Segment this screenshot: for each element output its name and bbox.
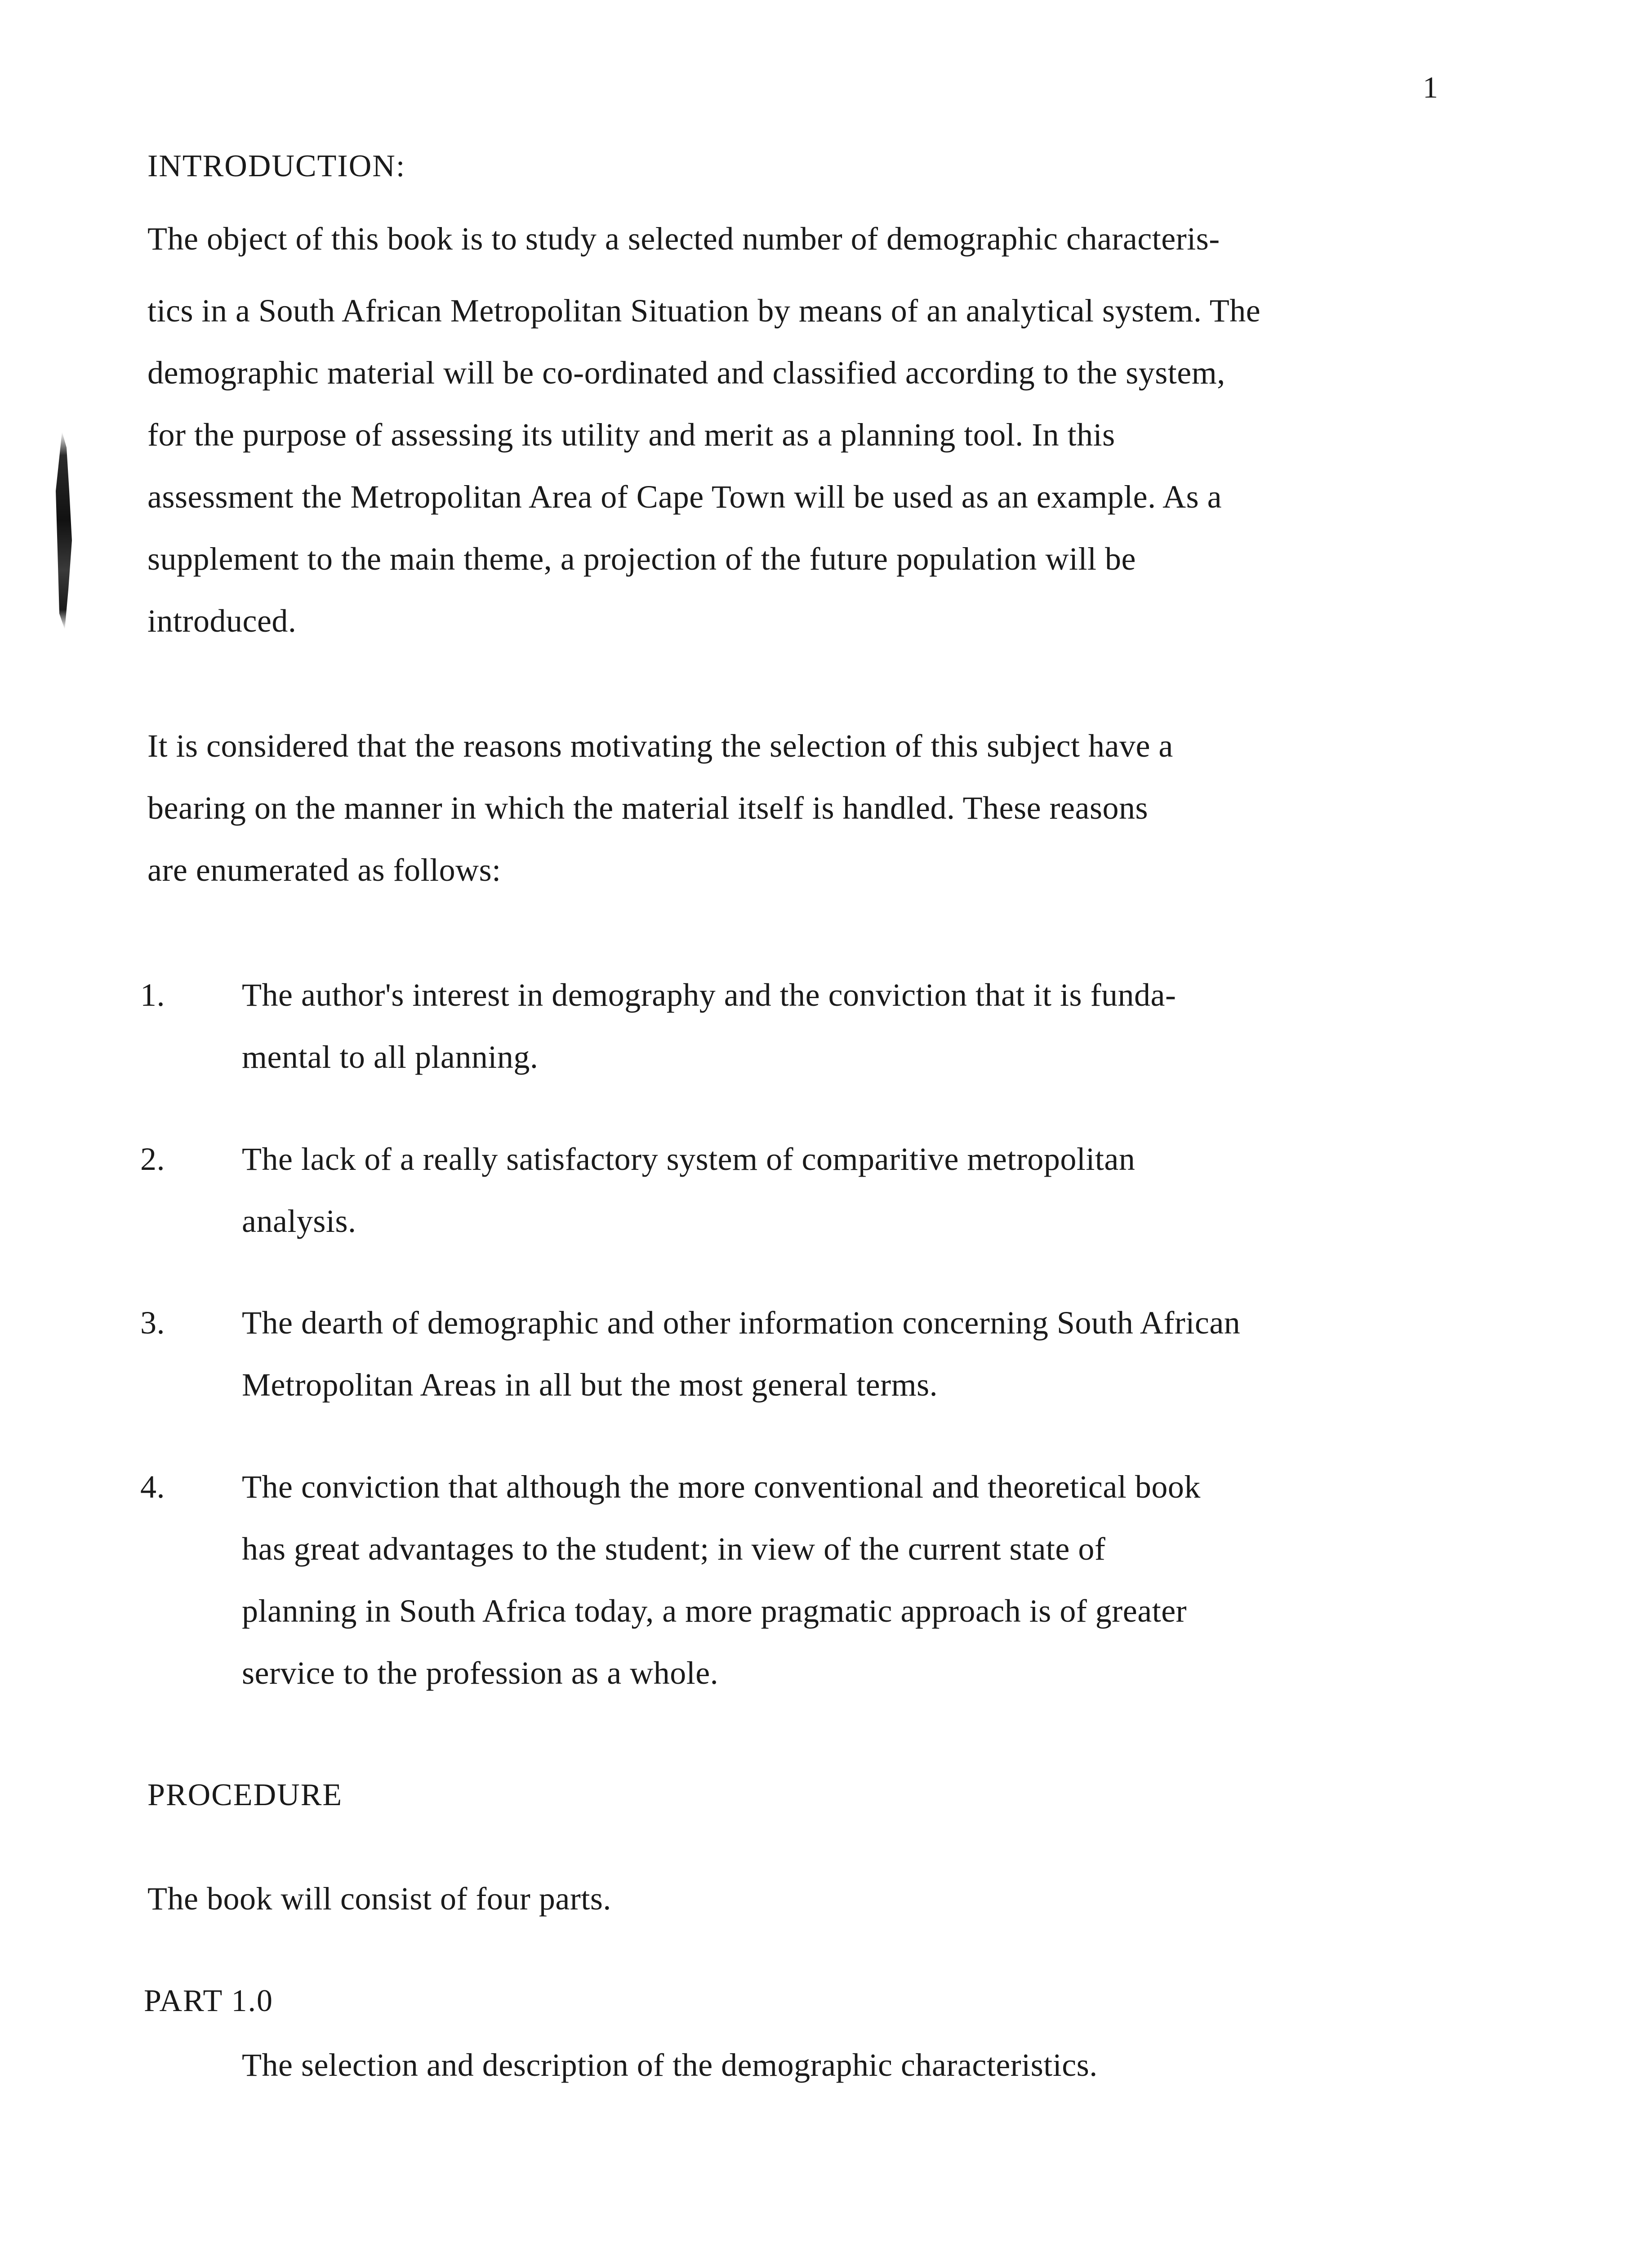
intro-paragraph-2-line-2: bearing on the manner in which the material itself is handled. These reasons	[147, 790, 1148, 826]
procedure-heading: PROCEDURE	[147, 1778, 343, 1812]
reason-2-line-2: analysis.	[242, 1203, 356, 1239]
reason-1-line-1: The author's interest in demography and the conviction that it is funda-	[242, 977, 1176, 1013]
procedure-intro: The book will consist of four parts.	[147, 1881, 611, 1917]
intro-paragraph-2-line-3: are enumerated as follows:	[147, 852, 501, 888]
reason-1-line-2: mental to all planning.	[242, 1039, 539, 1075]
reason-4-line-4: service to the profession as a whole.	[242, 1655, 719, 1691]
intro-paragraph-1-line-5: assessment the Metropolitan Area of Cape Town will be used as an example. As a	[147, 479, 1222, 515]
introduction-heading: INTRODUCTION:	[147, 149, 406, 183]
page-number: 1	[1423, 70, 1438, 104]
reason-2-line-1: The lack of a really satisfactory system of comparitive metropolitan	[242, 1141, 1135, 1177]
reason-3-line-2: Metropolitan Areas in all but the most general terms.	[242, 1367, 938, 1403]
part-heading: PART 1.0	[144, 1984, 274, 2018]
part-description: The selection and description of the demographic characteristics.	[242, 2047, 1098, 2083]
scan-artifact-mark	[54, 432, 72, 629]
reason-3-number: 3.	[140, 1305, 165, 1341]
intro-paragraph-1-line-2: tics in a South African Metropolitan Situation by means of an analytical system. The	[147, 293, 1261, 329]
intro-paragraph-1-line-4: for the purpose of assessing its utility and merit as a planning tool. In this	[147, 417, 1115, 453]
intro-paragraph-1-line-7: introduced.	[147, 603, 297, 639]
reason-2-number: 2.	[140, 1141, 165, 1177]
reason-1-number: 1.	[140, 977, 165, 1013]
intro-paragraph-1-line-3: demographic material will be co-ordinated and classified according to the system,	[147, 355, 1225, 391]
reason-4-line-3: planning in South Africa today, a more pragmatic approach is of greater	[242, 1593, 1187, 1629]
intro-paragraph-1-line-6: supplement to the main theme, a projection of the future population will be	[147, 541, 1136, 577]
reason-4-number: 4.	[140, 1469, 165, 1505]
reason-4-line-2: has great advantages to the student; in view of the current state of	[242, 1531, 1106, 1567]
reason-4-line-1: The conviction that although the more conventional and theoretical book	[242, 1469, 1201, 1505]
reason-3-line-1: The dearth of demographic and other information concerning South African	[242, 1305, 1241, 1341]
intro-paragraph-2-line-1: It is considered that the reasons motivating the selection of this subject have a	[147, 728, 1173, 764]
intro-paragraph-1-line-1: The object of this book is to study a selected number of demographic characteris-	[147, 221, 1220, 257]
